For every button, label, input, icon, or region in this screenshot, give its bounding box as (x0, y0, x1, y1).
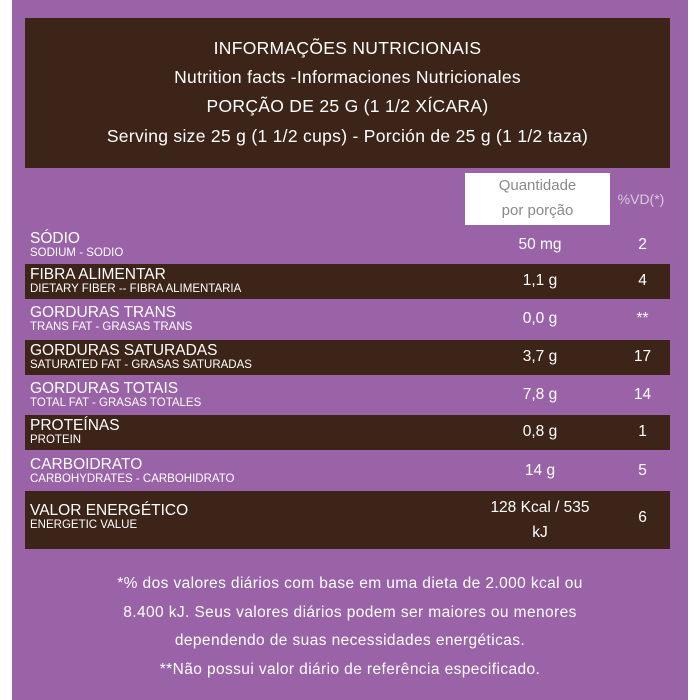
nutrient-amount (465, 495, 615, 545)
nutrient-name: CARBOIDRATO (30, 456, 143, 473)
nutrient-name: PROTEÍNAS (30, 417, 120, 434)
energy-amount-line2: kJ (532, 524, 548, 541)
energy-amount-line1: 128 Kcal / 535 (490, 499, 590, 516)
nutrient-row-saturated-fat (25, 340, 670, 375)
header-subtitle: Nutrition facts -Informaciones Nutricionales (174, 67, 521, 87)
column-header-quantity (465, 173, 610, 225)
header-portion-pt: PORÇÃO DE 25 G (1 1/2 XÍCARA) (206, 96, 489, 116)
footnote-line2: 8.400 kJ. Seus valores diários podem ser maiores ou menores (123, 603, 577, 621)
nutrient-translation: SATURATED FAT - GRASAS SATURADAS (30, 359, 252, 371)
footnote-line1: *% dos valores diários com base em uma dieta de 2.000 kcal ou (117, 575, 583, 592)
nutrient-amount: 14 g (524, 462, 556, 479)
column-header-daily-value: %VD(*) (617, 191, 665, 207)
footnote-line3: dependendo de suas necessidades energéticas. (174, 632, 526, 649)
nutrient-name: GORDURAS SATURADAS (30, 342, 218, 359)
nutrient-daily-value: 17 (633, 348, 652, 365)
nutrient-amount: 0,0 g (522, 310, 558, 327)
header-serving-size: Serving size 25 g (1 1/2 cups) - Porción de 25 g (1 1/2 taza) (106, 126, 589, 146)
nutrient-row-protein (25, 415, 670, 450)
nutrient-name: GORDURAS TRANS (30, 304, 177, 321)
nutrient-name: VALOR ENERGÉTICO (30, 502, 189, 519)
nutrient-translation: ENERGETIC VALUE (30, 519, 138, 531)
nutrient-daily-value: 4 (638, 272, 647, 289)
nutrient-row-sodium (25, 228, 670, 263)
nutrient-row-trans-fat (25, 302, 670, 337)
nutrient-daily-value: 14 (633, 386, 652, 403)
nutrient-daily-value: 5 (638, 462, 647, 479)
nutrient-row-total-fat (25, 378, 670, 413)
nutrient-name: GORDURAS TOTAIS (30, 380, 179, 397)
footnote-line4: **Não possui valor diário de referência especificado. (159, 660, 541, 678)
nutrient-translation: TRANS FAT - GRASAS TRANS (30, 321, 193, 333)
nutrient-amount: 50 mg (518, 236, 562, 253)
nutrition-header (25, 18, 670, 168)
nutrient-row-carbohydrate (25, 454, 670, 489)
nutrient-amount: 7,8 g (522, 386, 558, 403)
nutrient-amount: 1,1 g (522, 272, 558, 289)
nutrient-translation: SODIUM - SODIO (30, 247, 124, 259)
nutrient-daily-value: ** (636, 310, 649, 327)
nutrient-row-energy (25, 491, 670, 549)
nutrient-name: SÓDIO (30, 230, 80, 247)
nutrient-daily-value: 6 (638, 509, 647, 526)
nutrient-name: FIBRA ALIMENTAR (30, 266, 166, 283)
nutrient-row-fiber (25, 264, 670, 299)
nutrient-amount: 0,8 g (522, 423, 558, 440)
column-header-quantity-line1: Quantidade (498, 177, 577, 194)
nutrient-daily-value: 1 (638, 423, 647, 440)
nutrient-daily-value: 2 (638, 236, 647, 253)
nutrient-translation: DIETARY FIBER -- FIBRA ALIMENTARIA (30, 283, 242, 295)
footnotes (40, 570, 660, 684)
nutrient-amount: 3,7 g (522, 348, 558, 365)
column-header-quantity-line2: por porção (501, 202, 574, 219)
nutrient-translation: TOTAL FAT - GRASAS TOTALES (30, 397, 202, 409)
nutrient-translation: CARBOHYDRATES - CARBOHIDRATO (30, 473, 235, 485)
nutrient-translation: PROTEIN (30, 434, 82, 446)
header-title: INFORMAÇÕES NUTRICIONAIS (213, 38, 482, 58)
